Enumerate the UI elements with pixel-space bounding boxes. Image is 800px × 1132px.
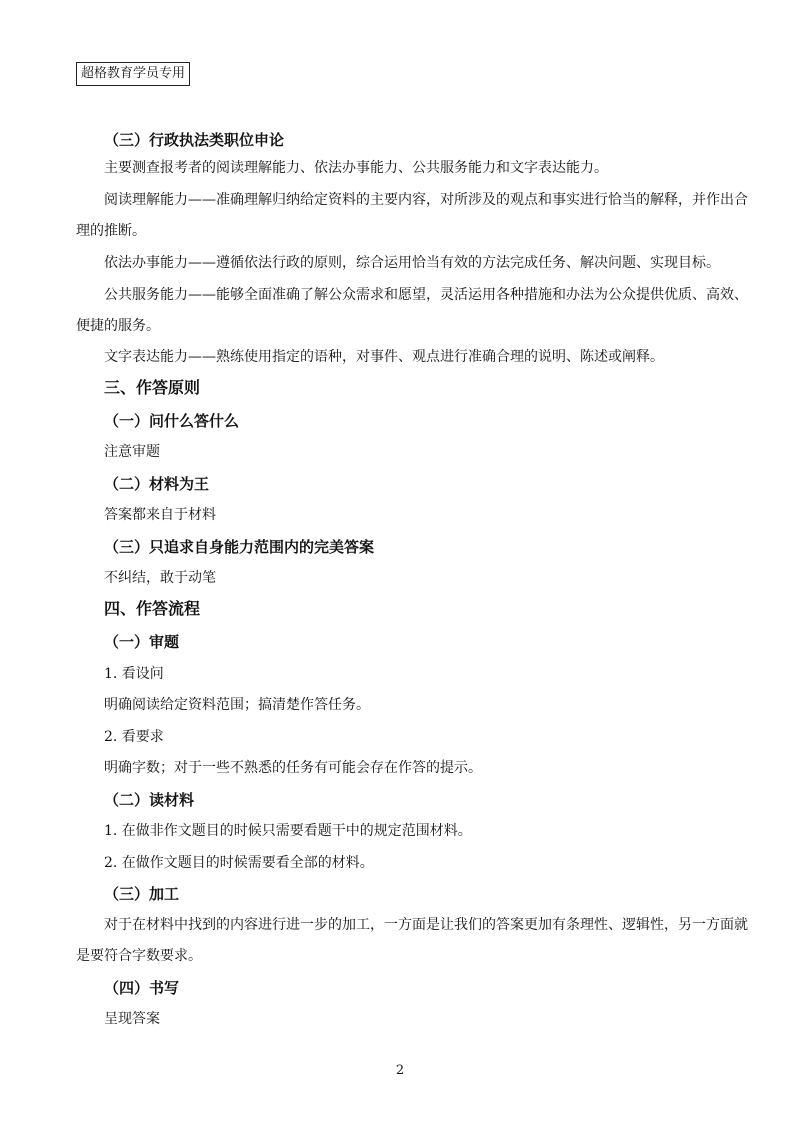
section-heading: （四）书写 — [104, 979, 180, 997]
paragraph: 阅读理解能力——准确理解归纳给定资料的主要内容，对所涉及的观点和事实进行恰当的解释，并作出合 — [104, 192, 748, 208]
header-label: 超格教育学员专用 — [76, 62, 190, 86]
paragraph: 文字表达能力——熟练使用指定的语种，对事件、观点进行准确合理的说明、陈述或阐释。 — [104, 349, 664, 365]
paragraph: 公共服务能力——能够全面准确了解公众需求和愿望，灵活运用各种措施和办法为公众提供优质、高效、 — [104, 287, 748, 303]
paragraph: 注意审题 — [104, 444, 160, 460]
paragraph: 依法办事能力——遵循依法行政的原则，综合运用恰当有效的方法完成任务、解决问题、实现目标。 — [104, 255, 720, 271]
section-heading: （二）读材料 — [104, 791, 195, 809]
paragraph-continuation: 是要符合字数要求。 — [76, 948, 202, 964]
paragraph: 明确阅读给定资料范围；搞清楚作答任务。 — [104, 697, 370, 713]
list-item: 1. 在做非作文题目的时候只需要看题干中的规定范围材料。 — [104, 823, 472, 839]
list-item: 2. 看要求 — [104, 729, 164, 745]
paragraph: 答案都来自于材料 — [104, 507, 216, 523]
list-item: 1. 看设问 — [104, 666, 164, 682]
paragraph: 不纠结，敢于动笔 — [104, 570, 216, 586]
chapter-heading: 三、作答原则 — [104, 378, 201, 397]
section-heading: （三）行政执法类职位申论 — [104, 131, 285, 149]
paragraph: 呈现答案 — [104, 1011, 160, 1027]
paragraph: 明确字数；对于一些不熟悉的任务有可能会存在作答的提示。 — [104, 760, 482, 776]
paragraph: 对于在材料中找到的内容进行进一步的加工，一方面是让我们的答案更加有条理性、逻辑性，另一方面就 — [104, 917, 748, 933]
section-heading: （一）审题 — [104, 633, 180, 651]
chapter-heading: 四、作答流程 — [104, 599, 201, 618]
section-heading: （三）只追求自身能力范围内的完美答案 — [104, 538, 375, 556]
paragraph-continuation: 理的推断。 — [76, 223, 146, 239]
section-heading: （一）问什么答什么 — [104, 412, 240, 430]
list-item: 2. 在做作文题目的时候需要看全部的材料。 — [104, 855, 374, 871]
paragraph-continuation: 便捷的服务。 — [76, 318, 160, 334]
section-heading: （三）加工 — [104, 885, 180, 903]
section-heading: （二）材料为王 — [104, 475, 210, 493]
paragraph: 主要测查报考者的阅读理解能力、依法办事能力、公共服务能力和文字表达能力。 — [104, 160, 608, 176]
page-number: 2 — [395, 1063, 405, 1078]
